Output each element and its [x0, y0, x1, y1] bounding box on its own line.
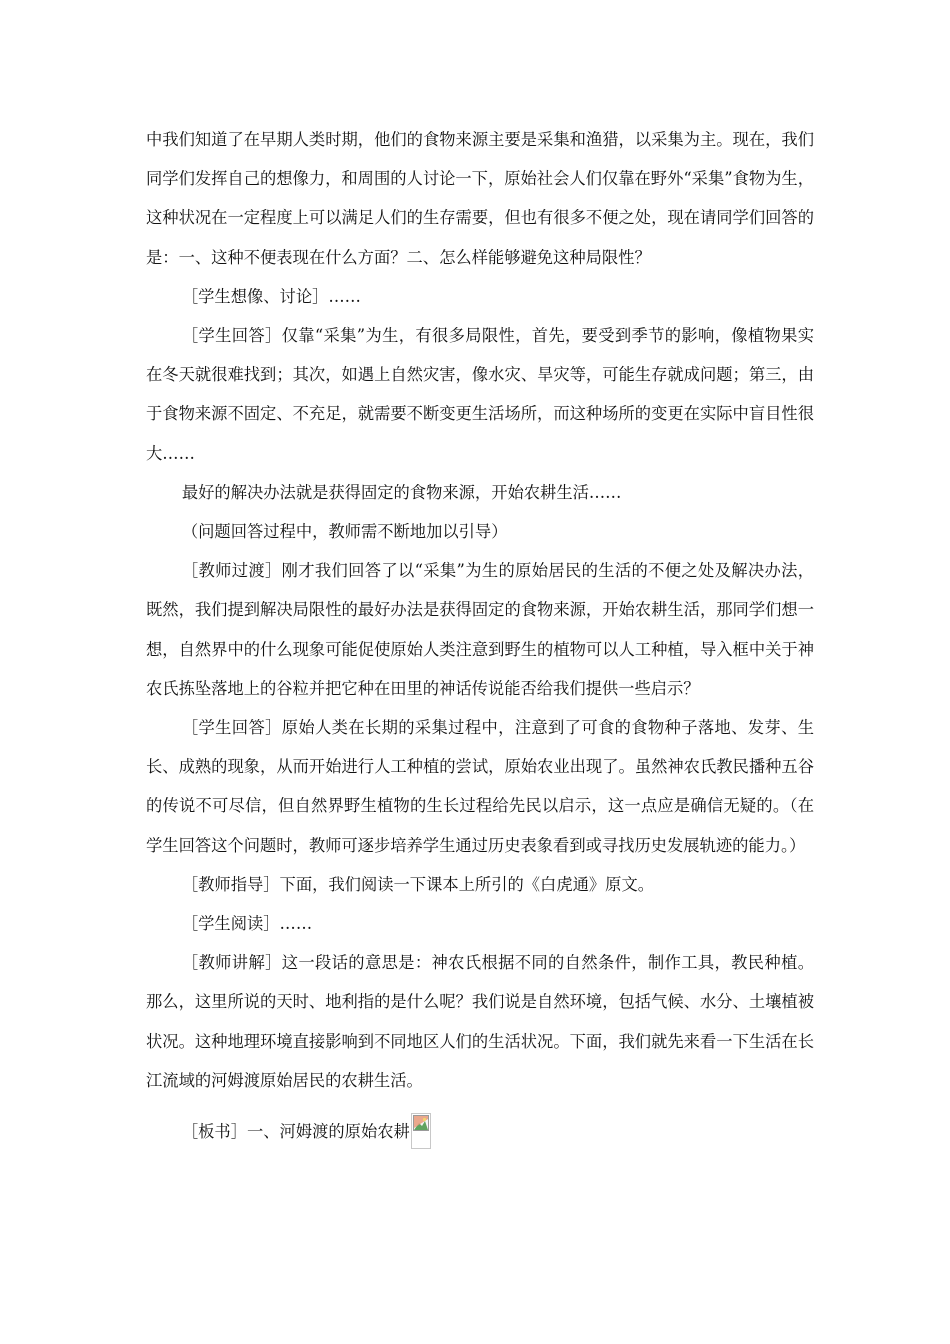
paragraph-intro: 中我们知道了在早期人类时期，他们的食物来源主要是采集和渔猎，以采集为主。现在，我们同学们发挥自己的想像力，和周围的人讨论一下，原始社会人们仅靠在野外“采集”食物为生，这种状况在一定程度上可以满足人们的生存需要，但也有很多不便之处，现在请同学们回答的是：一、这种不便表现在什么方面？二、怎么样能够避免这种局限性？: [146, 130, 814, 267]
paragraph-student-reading: ［学生阅读］……: [181, 914, 313, 934]
paragraph-teacher-guidance: ［教师指导］下面，我们阅读一下课本上所引的《白虎通》原文。: [181, 874, 655, 894]
paragraph-teacher-explanation: ［教师讲解］这一段话的意思是：神农氏根据不同的自然条件，制作工具，教民种植。那么，这里所说的天时、地利指的是什么呢？我们说是自然环境，包括气候、水分、土壤植被状况。这种地理环境直接影响到不同地区人们的生活状况。下面，我们就先来看一下生活在长江流域的河姆渡原始居民的农耕生活。: [146, 953, 814, 1090]
paragraph-student-answer-2: ［学生回答］原始人类在长期的采集过程中，注意到了可食的食物种子落地、发芽、生长、成熟的现象，从而开始进行人工种植的尝试，原始农业出现了。虽然神农氏教民播种五谷的传说不可尽信，但自然界野生植物的生长过程给先民以启示，这一点应是确信无疑的。（在学生回答这个问题时，教师可逐步培养学生通过历史表象看到或寻找历史发展轨迹的能力。）: [146, 718, 814, 855]
broken-image-icon: [411, 1113, 431, 1149]
paragraph-board-writing: [146, 1112, 814, 1151]
paragraph-best-solution: 最好的解决办法就是获得固定的食物来源，开始农耕生活……: [181, 482, 622, 502]
board-writing-text: ［板书］一、河姆渡的原始农耕: [181, 1122, 410, 1142]
paragraph-teacher-note: （问题回答过程中，教师需不断地加以引导）: [181, 522, 508, 542]
document-body: [146, 120, 814, 1151]
paragraph-teacher-transition: ［教师过渡］刚才我们回答了以“采集”为生的原始居民的生活的不便之处及解决办法，既然，我们提到解决局限性的最好办法是获得固定的食物来源，开始农耕生活，那同学们想一想，自然界中的什么现象可能促使原始人类注意到野生的植物可以人工种植，导入框中关于神农氏拣坠落地上的谷粒并把它种在田里的神话传说能否给我们提供一些启示？: [146, 561, 814, 698]
paragraph-student-answer-1: ［学生回答］仅靠“采集”为生，有很多局限性，首先，要受到季节的影响，像植物果实在冬天就很难找到；其次，如遇上自然灾害，像水灾、旱灾等，可能生存就成问题；第三，由于食物来源不固定、不充足，就需要不断变更生活场所，而这种场所的变更在实际中盲目性很大……: [146, 326, 814, 463]
paragraph-student-discussion: ［学生想像、讨论］……: [181, 286, 361, 306]
